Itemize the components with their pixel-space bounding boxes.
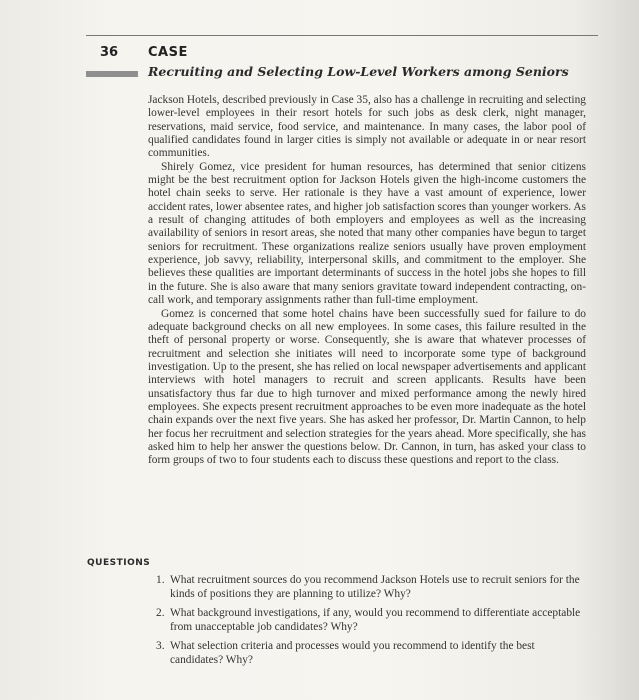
case-title: Recruiting and Selecting Low-Level Workers among Seniors — [148, 64, 569, 79]
case-body — [148, 94, 586, 468]
questions-heading: QUESTIONS — [87, 558, 151, 568]
paragraph: Shirely Gomez, vice president for human resources, has determined that senior citizens might be the best recruitment option for Jackson Hotels given the high-income customers the hotel chain seeks to serve. Her rationale is they have a vast amount of experience, lower accident rates, lower absentee rates, and higher job satisfaction scores than younger workers. As a result of changing attitudes of both employers and employees as well as the increasing availability of seniors in resort areas, she noted that many other companies have begun to target seniors for recruitment. These organizations realize seniors usually have proven employment experience, job savvy, reliability, interpersonal skills, and commitment to the employer. She believes these qualities are important determinants of success in the hotel jobs she hopes to fill in the future. She is also aware that many seniors gravitate toward independent contracting, on-call work, and temporary assignments rather than full-time employment. — [148, 160, 586, 307]
question-number: 2. — [156, 607, 165, 620]
question-text: What recruitment sources do you recommend Jackson Hotels use to recruit seniors for the kinds of positions they are planning to utilize? Why? — [170, 574, 580, 600]
question-number: 3. — [156, 640, 165, 653]
case-label: CASE — [148, 45, 188, 60]
top-rule — [86, 35, 598, 36]
question-item — [148, 574, 588, 601]
title-accent-bar — [86, 71, 138, 77]
paragraph: Jackson Hotels, described previously in Case 35, also has a challenge in recruiting and selecting lower-level employees in their resort hotels for such jobs as desk clerk, night manager, reservations, maid service, food service, and maintenance. In many cases, the labor pool of qualified candidates found in larger cities is simply not available or adequate in or near resort communities. — [148, 94, 586, 160]
question-text: What selection criteria and processes would you recommend to identify the best candidates? Why? — [170, 640, 535, 666]
question-item — [148, 607, 588, 634]
question-number: 1. — [156, 574, 165, 586]
questions-list — [148, 574, 588, 674]
paragraph: Gomez is concerned that some hotel chains have been successfully sued for failure to do adequate background checks on all new employees. In some cases, this failure resulted in the theft of personal property or worse. Consequently, she is aware that whatever processes of recruitment and selection she initiates will need to incorporate some type of background investigation. Up to the present, she has relied on local newspaper advertisements and applicant interviews with hotel managers to recruit and screen applicants. Results have been unsatisfactory thus far due to high turnover and mixed performance among the newly hired employees. She expects present recruitment approaches to be even more inadequate as the hotel chain expands over the next five years. She has asked her professor, Dr. Martin Cannon, to help her focus her recruitment and selection strategies for the years ahead. More specifically, she has asked him to help her answer the questions below. Dr. Cannon, in turn, has asked your class to form groups of two to four students each to discuss these questions and report to the class. — [148, 307, 586, 467]
question-item — [148, 640, 588, 667]
page-number: 36 — [100, 45, 119, 60]
question-text: What background investigations, if any, would you recommend to differentiate acceptable from unacceptable job candidates? Why? — [170, 607, 581, 633]
